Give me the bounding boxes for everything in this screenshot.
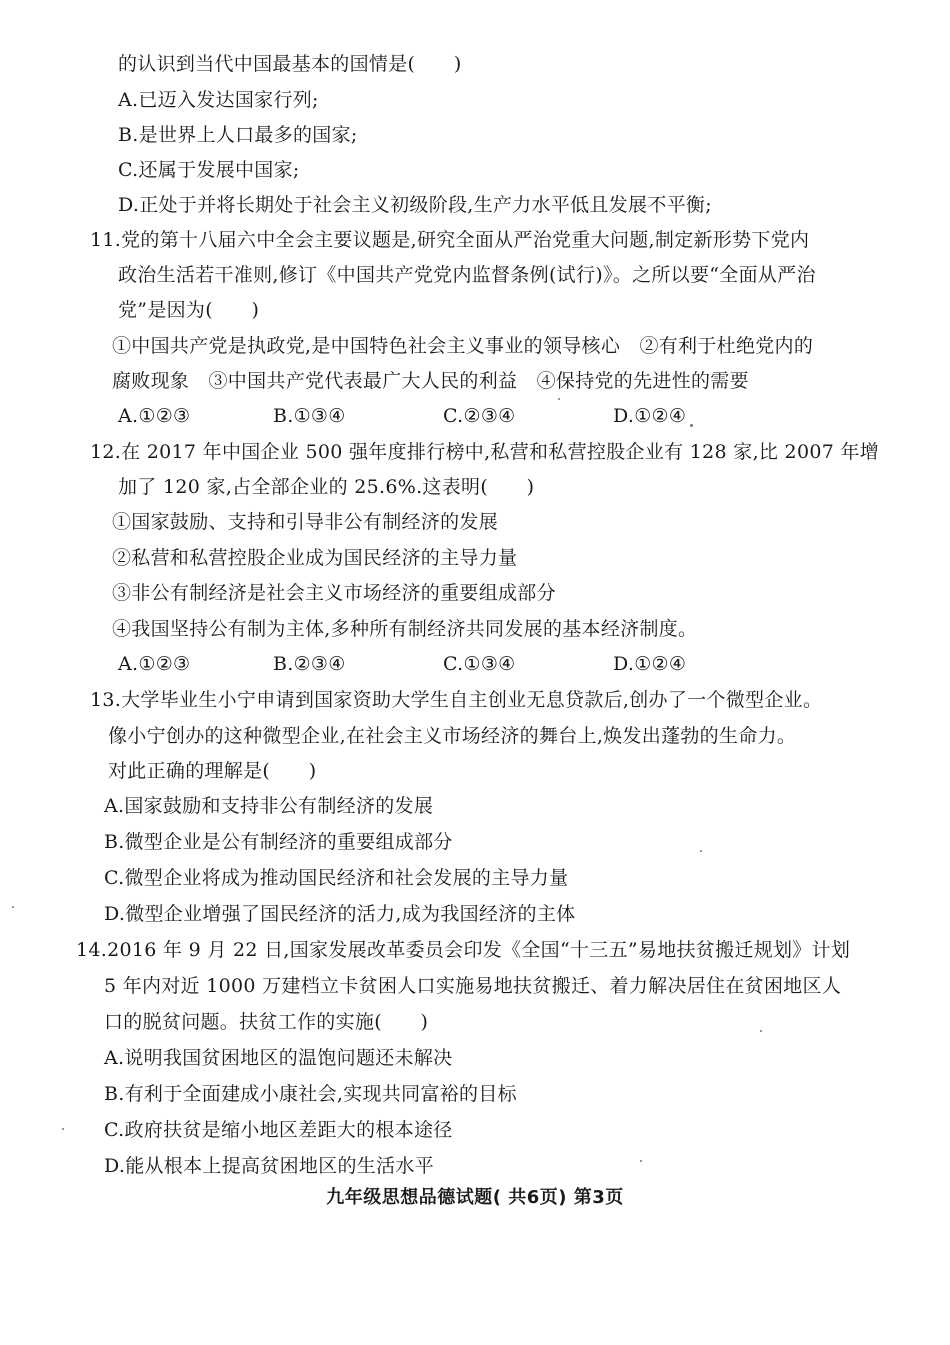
q13-stem-line-1: 13.大学毕业生小宁申请到国家资助大学生自主创业无息贷款后,创办了一个微型企业。 [90, 689, 823, 711]
q13-stem-line-2: 像小宁创办的这种微型企业,在社会主义市场经济的舞台上,焕发出蓬勃的生命力。 [108, 725, 797, 747]
q10-option-b: B.是世界上人口最多的国家; [118, 124, 358, 146]
q14-option-a: A.说明我国贫困地区的温饱问题还未解决 [104, 1047, 453, 1069]
q14-stem-line-1: 14.2016 年 9 月 22 日,国家发展改革委员会印发《全国“十三五”易地扶贫搬迁规划》计划 [76, 939, 851, 961]
q11-choice-d: D.①②④ [613, 405, 687, 427]
q14-option-d: D.能从根本上提高贫困地区的生活水平 [104, 1155, 434, 1177]
scan-speck [12, 906, 14, 908]
page-footer: 九年级思想品德试题( 共6页) 第3页 [326, 1187, 624, 1208]
q11-stem-line-3: 党”是因为( ) [118, 299, 260, 321]
scan-speck [62, 1128, 64, 1130]
q11-choices [118, 404, 686, 428]
q13-option-c: C.微型企业将成为推动国民经济和社会发展的主导力量 [104, 867, 569, 889]
q11-stem-line-1: 11.党的第十八届六中全会主要议题是,研究全面从严治党重大问题,制定新形势下党内 [90, 229, 810, 251]
q14-stem-line-2: 5 年内对近 1000 万建档立卡贫困人口实施易地扶贫搬迁、着力解决居住在贫困地区人 [104, 975, 842, 997]
q12-choice-a: A.①②③ [118, 653, 191, 675]
q13-option-b: B.微型企业是公有制经济的重要组成部分 [104, 831, 453, 853]
q12-choice-c: C.①③④ [443, 653, 516, 675]
scan-speck [700, 850, 702, 852]
q11-choice-a: A.①②③ [118, 405, 191, 427]
q12-stem-line-1: 12.在 2017 年中国企业 500 强年度排行榜中,私营和私营控股企业有 128 家,比 2007 年增 [90, 441, 880, 463]
q10-stem-tail: 的认识到当代中国最基本的国情是( ) [118, 53, 462, 75]
scan-speck [558, 398, 560, 400]
q12-item-4: ④我国坚持公有制为主体,多种所有制经济共同发展的基本经济制度。 [112, 618, 698, 640]
q10-option-d: D.正处于并将长期处于社会主义初级阶段,生产力水平低且发展不平衡; [118, 194, 712, 216]
q12-choice-d: D.①②④ [613, 653, 687, 675]
q11-stem-line-2: 政治生活若干准则,修订《中国共产党党内监督条例(试行)》。之所以要“全面从严治 [118, 264, 816, 286]
q12-stem-line-2: 加了 120 家,占全部企业的 25.6%.这表明( ) [118, 476, 535, 498]
q11-choice-c: C.②③④ [443, 405, 516, 427]
q13-stem-line-3: 对此正确的理解是( ) [108, 760, 317, 782]
scan-speck [760, 1030, 762, 1032]
q11-choice-b: B.①③④ [273, 405, 346, 427]
q12-item-2: ②私营和私营控股企业成为国民经济的主导力量 [112, 547, 518, 569]
q14-stem-line-3: 口的脱贫问题。扶贫工作的实施( ) [104, 1011, 429, 1033]
q12-choices [118, 652, 686, 676]
q11-items-line-1: ①中国共产党是执政党,是中国特色社会主义事业的领导核心 ②有利于杜绝党内的 [112, 335, 814, 357]
q13-option-a: A.国家鼓励和支持非公有制经济的发展 [104, 795, 434, 817]
scan-speck [690, 424, 693, 427]
q10-option-c: C.还属于发展中国家; [118, 159, 300, 181]
q14-option-c: C.政府扶贫是缩小地区差距大的根本途径 [104, 1119, 453, 1141]
q12-item-3: ③非公有制经济是社会主义市场经济的重要组成部分 [112, 582, 556, 604]
q12-item-1: ①国家鼓励、支持和引导非公有制经济的发展 [112, 511, 499, 533]
scan-speck [640, 1160, 642, 1162]
q13-option-d: D.微型企业增强了国民经济的活力,成为我国经济的主体 [104, 903, 576, 925]
q10-option-a: A.已迈入发达国家行列; [118, 89, 319, 111]
q14-option-b: B.有利于全面建成小康社会,实现共同富裕的目标 [104, 1083, 517, 1105]
q12-choice-b: B.②③④ [273, 653, 346, 675]
q11-items-line-2: 腐败现象 ③中国共产党代表最广大人民的利益 ④保持党的先进性的需要 [112, 370, 749, 392]
